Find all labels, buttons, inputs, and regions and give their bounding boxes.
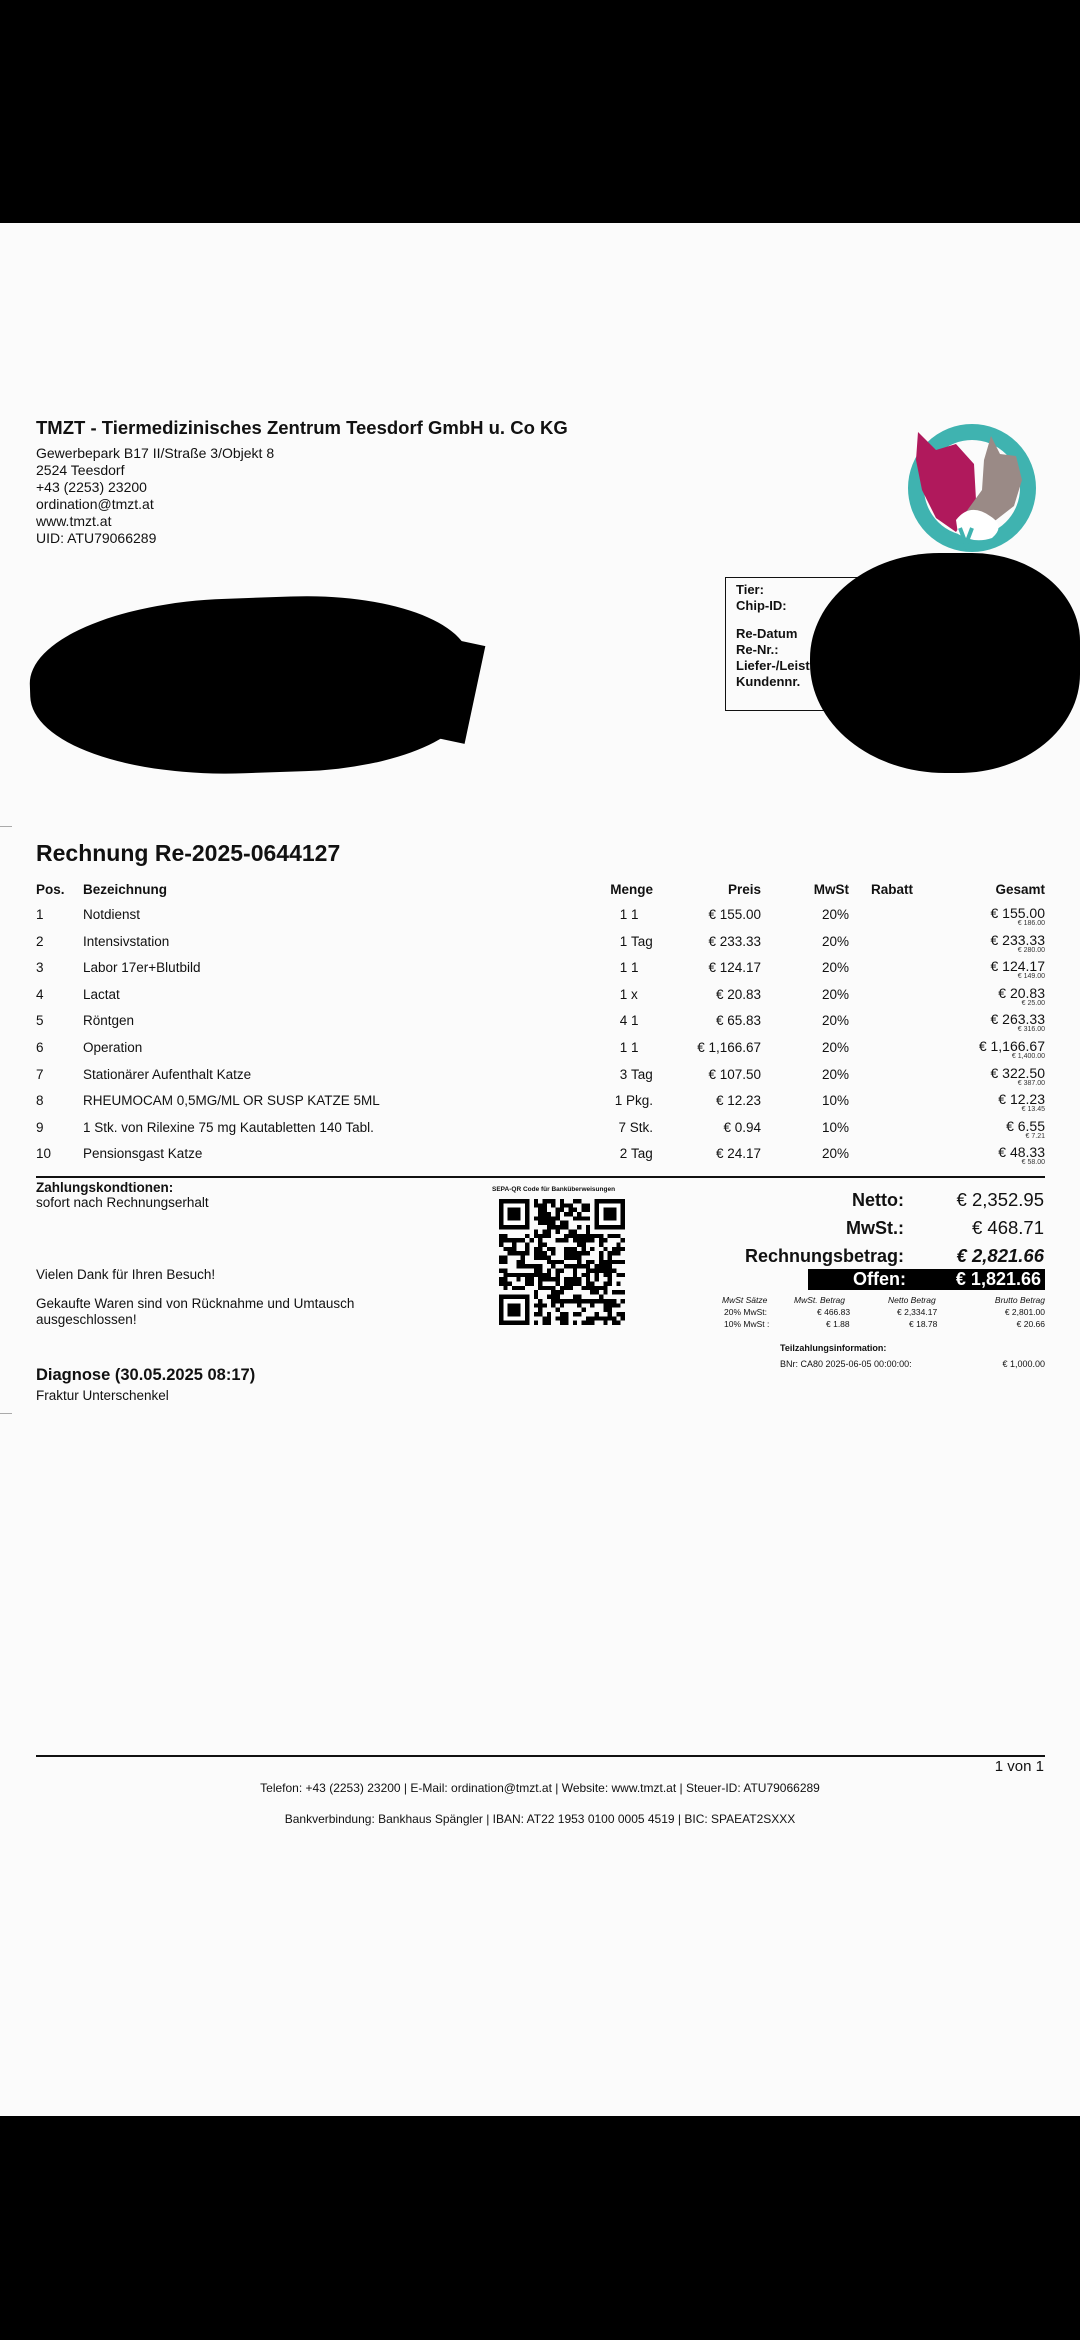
item-quantity bbox=[558, 1062, 653, 1089]
item-discount bbox=[849, 1088, 935, 1115]
vat-rate: 20% MwSt: bbox=[724, 1307, 767, 1317]
header-mwst: MwSt bbox=[813, 881, 849, 897]
header-menge: Menge bbox=[610, 881, 653, 897]
vat-mwst: € 1.88 bbox=[826, 1319, 850, 1329]
item-total bbox=[935, 955, 1045, 982]
company-address bbox=[36, 419, 568, 547]
item-discount bbox=[849, 1141, 935, 1168]
header-gesamt: Gesamt bbox=[995, 881, 1045, 897]
item-quantity bbox=[558, 1141, 653, 1168]
header-bezeichnung: Bezeichnung bbox=[83, 881, 168, 897]
item-vat: 20% bbox=[821, 960, 849, 976]
header-preis: Preis bbox=[727, 881, 761, 897]
item-price: € 20.83 bbox=[715, 986, 761, 1002]
partial-payment-heading: Teilzahlungsinformation: bbox=[780, 1343, 887, 1353]
item-brutto: € 1,400.00 bbox=[1011, 1052, 1045, 1060]
item-unit: 1 bbox=[631, 1013, 639, 1029]
vat-netto: € 18.78 bbox=[909, 1319, 938, 1329]
item-brutto: € 58.00 bbox=[1021, 1159, 1045, 1167]
table-row bbox=[36, 1141, 1045, 1168]
item-vat: 20% bbox=[821, 986, 849, 1002]
item-total-value: € 48.33 bbox=[998, 1144, 1045, 1161]
item-price: € 0.94 bbox=[723, 1119, 761, 1135]
item-quantity bbox=[558, 955, 653, 982]
re-nr-label: Re-Nr.: bbox=[736, 642, 779, 657]
vat-table bbox=[716, 1294, 1045, 1330]
item-vat: 10% bbox=[821, 1093, 849, 1109]
item-unit: Tag bbox=[631, 933, 653, 949]
partial-payment-row bbox=[780, 1359, 1045, 1369]
rechnungsbetrag-label: Rechnungsbetrag: bbox=[744, 1246, 904, 1266]
item-pos: 1 bbox=[36, 907, 44, 922]
item-unit: Pkg. bbox=[625, 1093, 653, 1109]
vat-header-rate: MwSt Sätze bbox=[722, 1295, 768, 1305]
item-discount bbox=[849, 955, 935, 982]
vat-header-row bbox=[716, 1294, 1045, 1306]
item-pos: 5 bbox=[36, 1013, 44, 1029]
item-vat: 20% bbox=[821, 1039, 849, 1055]
invoice-page bbox=[0, 223, 1080, 2116]
vat-header-mwst: MwSt. Betrag bbox=[794, 1295, 846, 1305]
netto-value: € 2,352.95 bbox=[956, 1189, 1044, 1210]
item-quantity bbox=[558, 982, 653, 1009]
item-unit: Tag bbox=[631, 1146, 653, 1162]
item-vat: 20% bbox=[821, 1013, 849, 1029]
item-vat: 10% bbox=[821, 1119, 849, 1135]
item-brutto: € 316.00 bbox=[1017, 1026, 1045, 1034]
vat-header-netto: Netto Betrag bbox=[888, 1295, 936, 1305]
item-total bbox=[935, 1035, 1045, 1062]
item-total-value: € 1,166.67 bbox=[978, 1037, 1045, 1054]
item-quantity bbox=[558, 1008, 653, 1035]
item-brutto: € 25.00 bbox=[1021, 999, 1045, 1007]
header-rabatt: Rabatt bbox=[870, 881, 913, 897]
item-quantity bbox=[558, 929, 653, 956]
table-row bbox=[36, 1035, 1045, 1062]
item-quantity-value: 1 bbox=[619, 1039, 628, 1055]
item-brutto: € 186.00 bbox=[1017, 920, 1045, 927]
item-quantity-value: 1 bbox=[619, 907, 628, 922]
company-phone: +43 (2253) 23200 bbox=[36, 479, 147, 495]
item-unit: 1 bbox=[631, 907, 639, 922]
item-description: 1 Stk. von Rilexine 75 mg Kautabletten 140 Tabl. bbox=[83, 1119, 374, 1135]
table-row bbox=[36, 1088, 1045, 1115]
item-discount bbox=[849, 1115, 935, 1142]
item-quantity bbox=[558, 1088, 653, 1115]
clinic-logo bbox=[896, 420, 1044, 556]
item-description: Operation bbox=[83, 1039, 143, 1055]
diagnosis-text: Fraktur Unterschenkel bbox=[36, 1388, 169, 1403]
item-description: Röntgen bbox=[83, 1013, 135, 1029]
item-quantity-value: 1 bbox=[619, 986, 628, 1002]
offen-label: Offen: bbox=[853, 1269, 906, 1289]
kunden-label: Kundennr. bbox=[736, 674, 801, 689]
item-description: Intensivstation bbox=[83, 933, 170, 949]
table-row bbox=[36, 929, 1045, 956]
company-email: ordination@tmzt.at bbox=[36, 496, 154, 512]
vat-mwst: € 466.83 bbox=[817, 1307, 851, 1317]
company-web: www.tmzt.at bbox=[36, 513, 112, 529]
item-vat: 20% bbox=[821, 907, 849, 922]
item-total bbox=[935, 1088, 1045, 1115]
item-price: € 12.23 bbox=[715, 1093, 761, 1109]
vat-row-20 bbox=[716, 1306, 1045, 1318]
item-quantity bbox=[558, 1035, 653, 1062]
item-price: € 155.00 bbox=[708, 907, 761, 922]
item-total-value: € 12.23 bbox=[998, 1091, 1045, 1108]
item-total bbox=[935, 1062, 1045, 1089]
partial-payment-amount: € 1,000.00 bbox=[1002, 1359, 1045, 1369]
company-city: 2524 Teesdorf bbox=[36, 462, 125, 478]
offen-value: € 1,821.66 bbox=[955, 1269, 1041, 1289]
table-row bbox=[36, 955, 1045, 982]
item-brutto: € 149.00 bbox=[1017, 973, 1045, 981]
item-description: Lactat bbox=[83, 986, 120, 1002]
item-price: € 65.83 bbox=[715, 1013, 761, 1029]
fold-mark bbox=[0, 826, 12, 827]
header-pos: Pos. bbox=[36, 881, 65, 897]
diagnosis-heading: Diagnose (30.05.2025 08:17) bbox=[36, 1366, 256, 1384]
item-discount bbox=[849, 1008, 935, 1035]
item-description: Pensionsgast Katze bbox=[83, 1146, 203, 1162]
payment-terms-heading: Zahlungskondtionen: bbox=[36, 1180, 174, 1195]
item-total-value: € 20.83 bbox=[998, 984, 1045, 1001]
item-pos: 2 bbox=[36, 933, 44, 949]
item-pos: 8 bbox=[36, 1093, 44, 1109]
item-total-value: € 124.17 bbox=[990, 958, 1045, 975]
tier-label: Tier: bbox=[736, 582, 764, 597]
vat-row-10 bbox=[716, 1318, 1045, 1330]
item-description: RHEUMOCAM 0,5MG/ML OR SUSP KATZE 5ML bbox=[83, 1093, 380, 1109]
vat-brutto: € 20.66 bbox=[1016, 1319, 1045, 1329]
vat-rate: 10% MwSt : bbox=[724, 1319, 770, 1329]
item-quantity-value: 3 bbox=[619, 1066, 628, 1082]
sepa-qr-code bbox=[498, 1199, 626, 1325]
item-quantity-value: 2 bbox=[619, 1146, 628, 1162]
table-row bbox=[36, 902, 1045, 929]
item-total bbox=[935, 1115, 1045, 1142]
qr-label: SEPA-QR Code für Banküberweisungen bbox=[492, 1186, 616, 1193]
table-row bbox=[36, 1115, 1045, 1142]
item-vat: 20% bbox=[821, 933, 849, 949]
table-row bbox=[36, 982, 1045, 1009]
item-quantity-value: 1 bbox=[619, 960, 628, 976]
item-discount bbox=[849, 1062, 935, 1089]
footer-bank: Bankverbindung: Bankhaus Spängler | IBAN: AT22 1953 0100 0005 4519 | BIC: SPAEAT2SXXX bbox=[284, 1812, 796, 1826]
item-price: € 233.33 bbox=[708, 933, 761, 949]
goods-notice: Gekaufte Waren sind von Rücknahme und Umtausch ausgeschlossen! bbox=[36, 1296, 355, 1327]
item-pos: 9 bbox=[36, 1119, 44, 1135]
item-description: Stationärer Aufenthalt Katze bbox=[83, 1066, 252, 1082]
item-discount bbox=[849, 982, 935, 1009]
mwst-label: MwSt.: bbox=[846, 1218, 904, 1238]
item-total bbox=[935, 1141, 1045, 1168]
company-uid: UID: ATU79066289 bbox=[36, 530, 157, 546]
item-quantity bbox=[558, 1115, 653, 1142]
invoice-title: Rechnung Re-2025-0644127 bbox=[36, 840, 341, 866]
item-unit: Stk. bbox=[629, 1119, 653, 1135]
rechnungsbetrag-value: € 2,821.66 bbox=[956, 1245, 1044, 1266]
item-quantity-value: 4 bbox=[619, 1013, 628, 1029]
payment-terms bbox=[36, 1180, 209, 1210]
item-discount bbox=[849, 1035, 935, 1062]
offen-bar bbox=[808, 1269, 1045, 1290]
item-total-value: € 263.33 bbox=[990, 1011, 1045, 1028]
item-price: € 107.50 bbox=[708, 1066, 761, 1082]
item-total bbox=[935, 929, 1045, 956]
item-total bbox=[935, 982, 1045, 1009]
item-discount bbox=[849, 902, 935, 929]
item-description: Notdienst bbox=[83, 907, 141, 922]
items-header-row bbox=[36, 876, 1045, 902]
item-quantity-value: 7 bbox=[618, 1119, 626, 1135]
item-price: € 24.17 bbox=[715, 1146, 761, 1162]
item-unit: 1 bbox=[631, 960, 639, 976]
vat-header-brutto: Brutto Betrag bbox=[994, 1295, 1045, 1305]
item-unit: 1 bbox=[631, 1039, 639, 1055]
item-total-value: € 322.50 bbox=[990, 1064, 1045, 1081]
item-quantity bbox=[558, 902, 653, 929]
item-pos: 6 bbox=[36, 1039, 44, 1055]
vat-brutto: € 2,801.00 bbox=[1004, 1307, 1045, 1317]
page-number: 1 von 1 bbox=[994, 1758, 1044, 1775]
item-unit: Tag bbox=[631, 1066, 653, 1082]
payment-terms-text: sofort nach Rechnungserhalt bbox=[36, 1195, 209, 1210]
partial-payment-text: BNr: CA80 2025-06-05 00:00:00: bbox=[780, 1359, 912, 1369]
item-pos: 3 bbox=[36, 960, 44, 976]
chip-label: Chip-ID: bbox=[736, 598, 787, 613]
footer-rule bbox=[36, 1755, 1045, 1757]
redaction-info bbox=[810, 553, 1080, 773]
netto-label: Netto: bbox=[852, 1190, 904, 1210]
item-total bbox=[935, 902, 1045, 929]
item-pos: 4 bbox=[36, 986, 44, 1002]
item-pos: 7 bbox=[36, 1066, 44, 1082]
item-total-value: € 6.55 bbox=[1006, 1117, 1045, 1134]
table-row bbox=[36, 1062, 1045, 1089]
item-total bbox=[935, 1008, 1045, 1035]
fold-mark bbox=[0, 1413, 12, 1414]
item-description: Labor 17er+Blutbild bbox=[83, 960, 201, 976]
items-table bbox=[36, 876, 1045, 1168]
footer-contact: Telefon: +43 (2253) 23200 | E-Mail: ordination@tmzt.at | Website: www.tmzt.at | Steuer-ID: ATU79066289 bbox=[260, 1781, 820, 1795]
item-brutto: € 280.00 bbox=[1017, 946, 1045, 954]
item-quantity-value: 1 bbox=[614, 1093, 623, 1109]
item-total-value: € 155.00 bbox=[990, 905, 1045, 921]
company-name: TMZT - Tiermedizinisches Zentrum Teesdorf GmbH u. Co KG bbox=[36, 417, 568, 438]
table-bottom-rule bbox=[36, 1176, 1045, 1178]
thanks-text: Vielen Dank für Ihren Besuch! bbox=[36, 1267, 216, 1282]
item-vat: 20% bbox=[821, 1146, 849, 1162]
item-brutto: € 13.45 bbox=[1021, 1106, 1045, 1114]
item-price: € 124.17 bbox=[708, 960, 761, 976]
item-total-value: € 233.33 bbox=[990, 931, 1045, 948]
vat-netto: € 2,334.17 bbox=[897, 1307, 938, 1317]
redaction-address-edge bbox=[371, 626, 486, 744]
item-unit: x bbox=[631, 986, 638, 1002]
item-quantity-value: 1 bbox=[619, 933, 628, 949]
company-street: Gewerbepark B17 II/Straße 3/Objekt 8 bbox=[36, 445, 275, 461]
mwst-value: € 468.71 bbox=[971, 1217, 1044, 1238]
item-brutto: € 387.00 bbox=[1017, 1079, 1045, 1087]
table-row bbox=[36, 1008, 1045, 1035]
item-brutto: € 7.21 bbox=[1025, 1132, 1045, 1140]
item-pos: 10 bbox=[36, 1146, 52, 1162]
re-datum-label: Re-Datum bbox=[736, 626, 798, 641]
liefer-label: Liefer-/Leist bbox=[736, 658, 810, 673]
item-price: € 1,166.67 bbox=[697, 1039, 761, 1055]
item-vat: 20% bbox=[821, 1066, 849, 1082]
item-discount bbox=[849, 929, 935, 956]
